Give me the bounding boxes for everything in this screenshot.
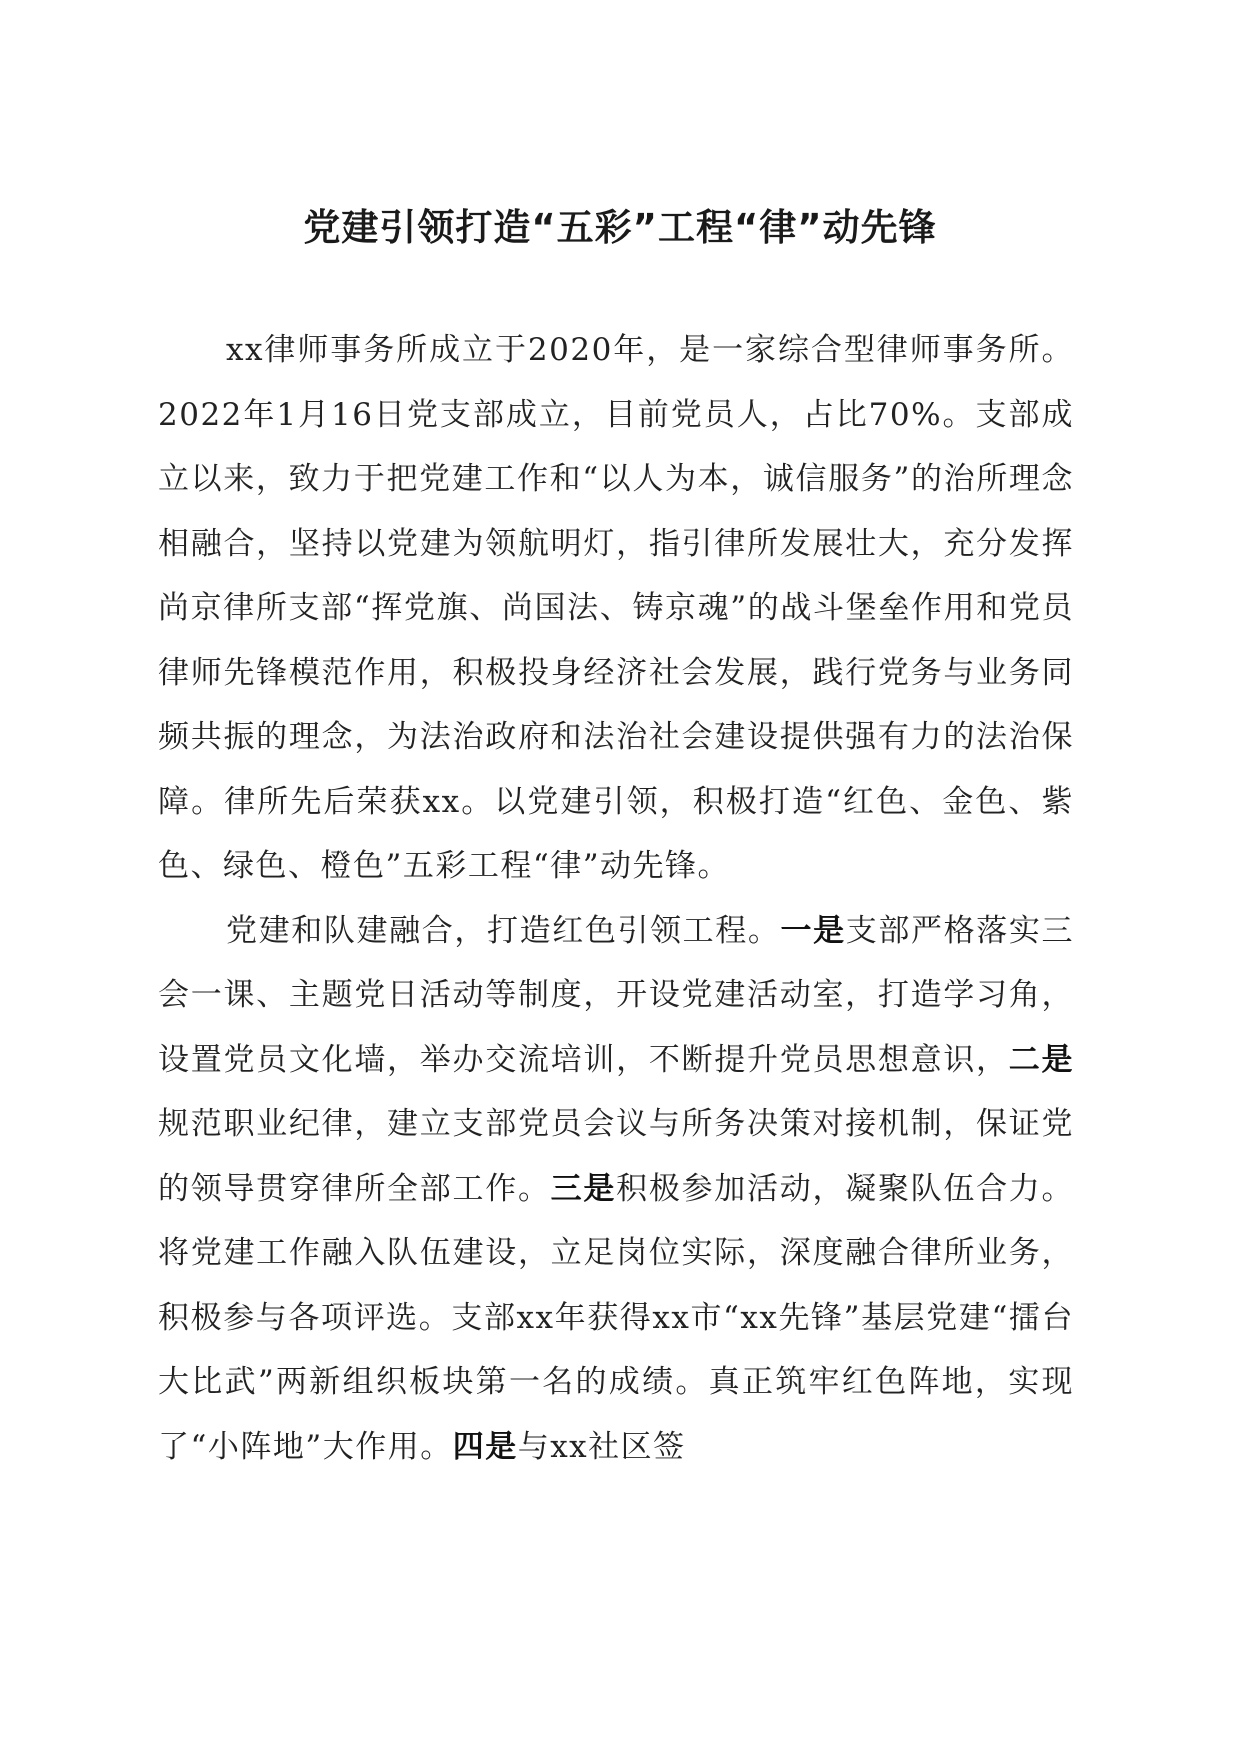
paragraph-text: 与xx社区签	[517, 1428, 686, 1465]
document-title: 党建引领打造“五彩”工程“律”动先锋	[303, 206, 937, 249]
paragraph-text: xx律师事务所成立于2020年，是一家综合型律师事务所。2022年1月16日党支部成立，目前党员人，占比70%。支部成立以来，致力于把党建工作和“以人为本，诚信服务”的治所理念相融合，坚持以党建为领航明灯，指引律所发展壮大，充分发挥尚京律所支部“挥党旗、尚国法、铸京魂”的战斗堡垒作用和党员律师先锋模范作用，积极投身经济社会发展，践行党务与业务同频共振的理念，为法治政府和法治社会建设提供强有力的法治保障。律所先后荣获xx。以党建引领，积极打造“红色、金色、紫色、绿色、橙色”五彩工程“律”动先锋。	[158, 332, 1074, 884]
keyword-first: 一是	[780, 912, 846, 949]
paragraph-text: 党建和队建融合，打造红色引领工程。	[226, 912, 781, 949]
paragraph-text: 规范职业纪律，建立支部党员会议与所务决策对接机制，保证党的领导贯穿律所全部工作。	[158, 1106, 1074, 1207]
keyword-fourth: 四是	[452, 1428, 518, 1465]
document-body	[158, 318, 1074, 1479]
paragraph-text: 积极参加活动，凝聚队伍合力。将党建工作融入队伍建设，立足岗位实际，深度融合律所业务，积极参与各项评选。支部xx年获得xx市“xx先锋”基层党建“擂台大比武”两新组织板块第一名的成绩。真正筑牢红色阵地，实现了“小阵地”大作用。	[158, 1170, 1075, 1465]
paragraph-intro	[158, 318, 1074, 899]
keyword-third: 三是	[550, 1170, 617, 1207]
paragraph-red-project	[158, 899, 1074, 1480]
paragraph-text: 支部严格落实三会一课、主题党日活动等制度，开设党建活动室，打造学习角，设置党员文化墙，举办交流培训，不断提升党员思想意识，	[158, 912, 1075, 1078]
keyword-second: 二是	[1008, 1041, 1075, 1078]
